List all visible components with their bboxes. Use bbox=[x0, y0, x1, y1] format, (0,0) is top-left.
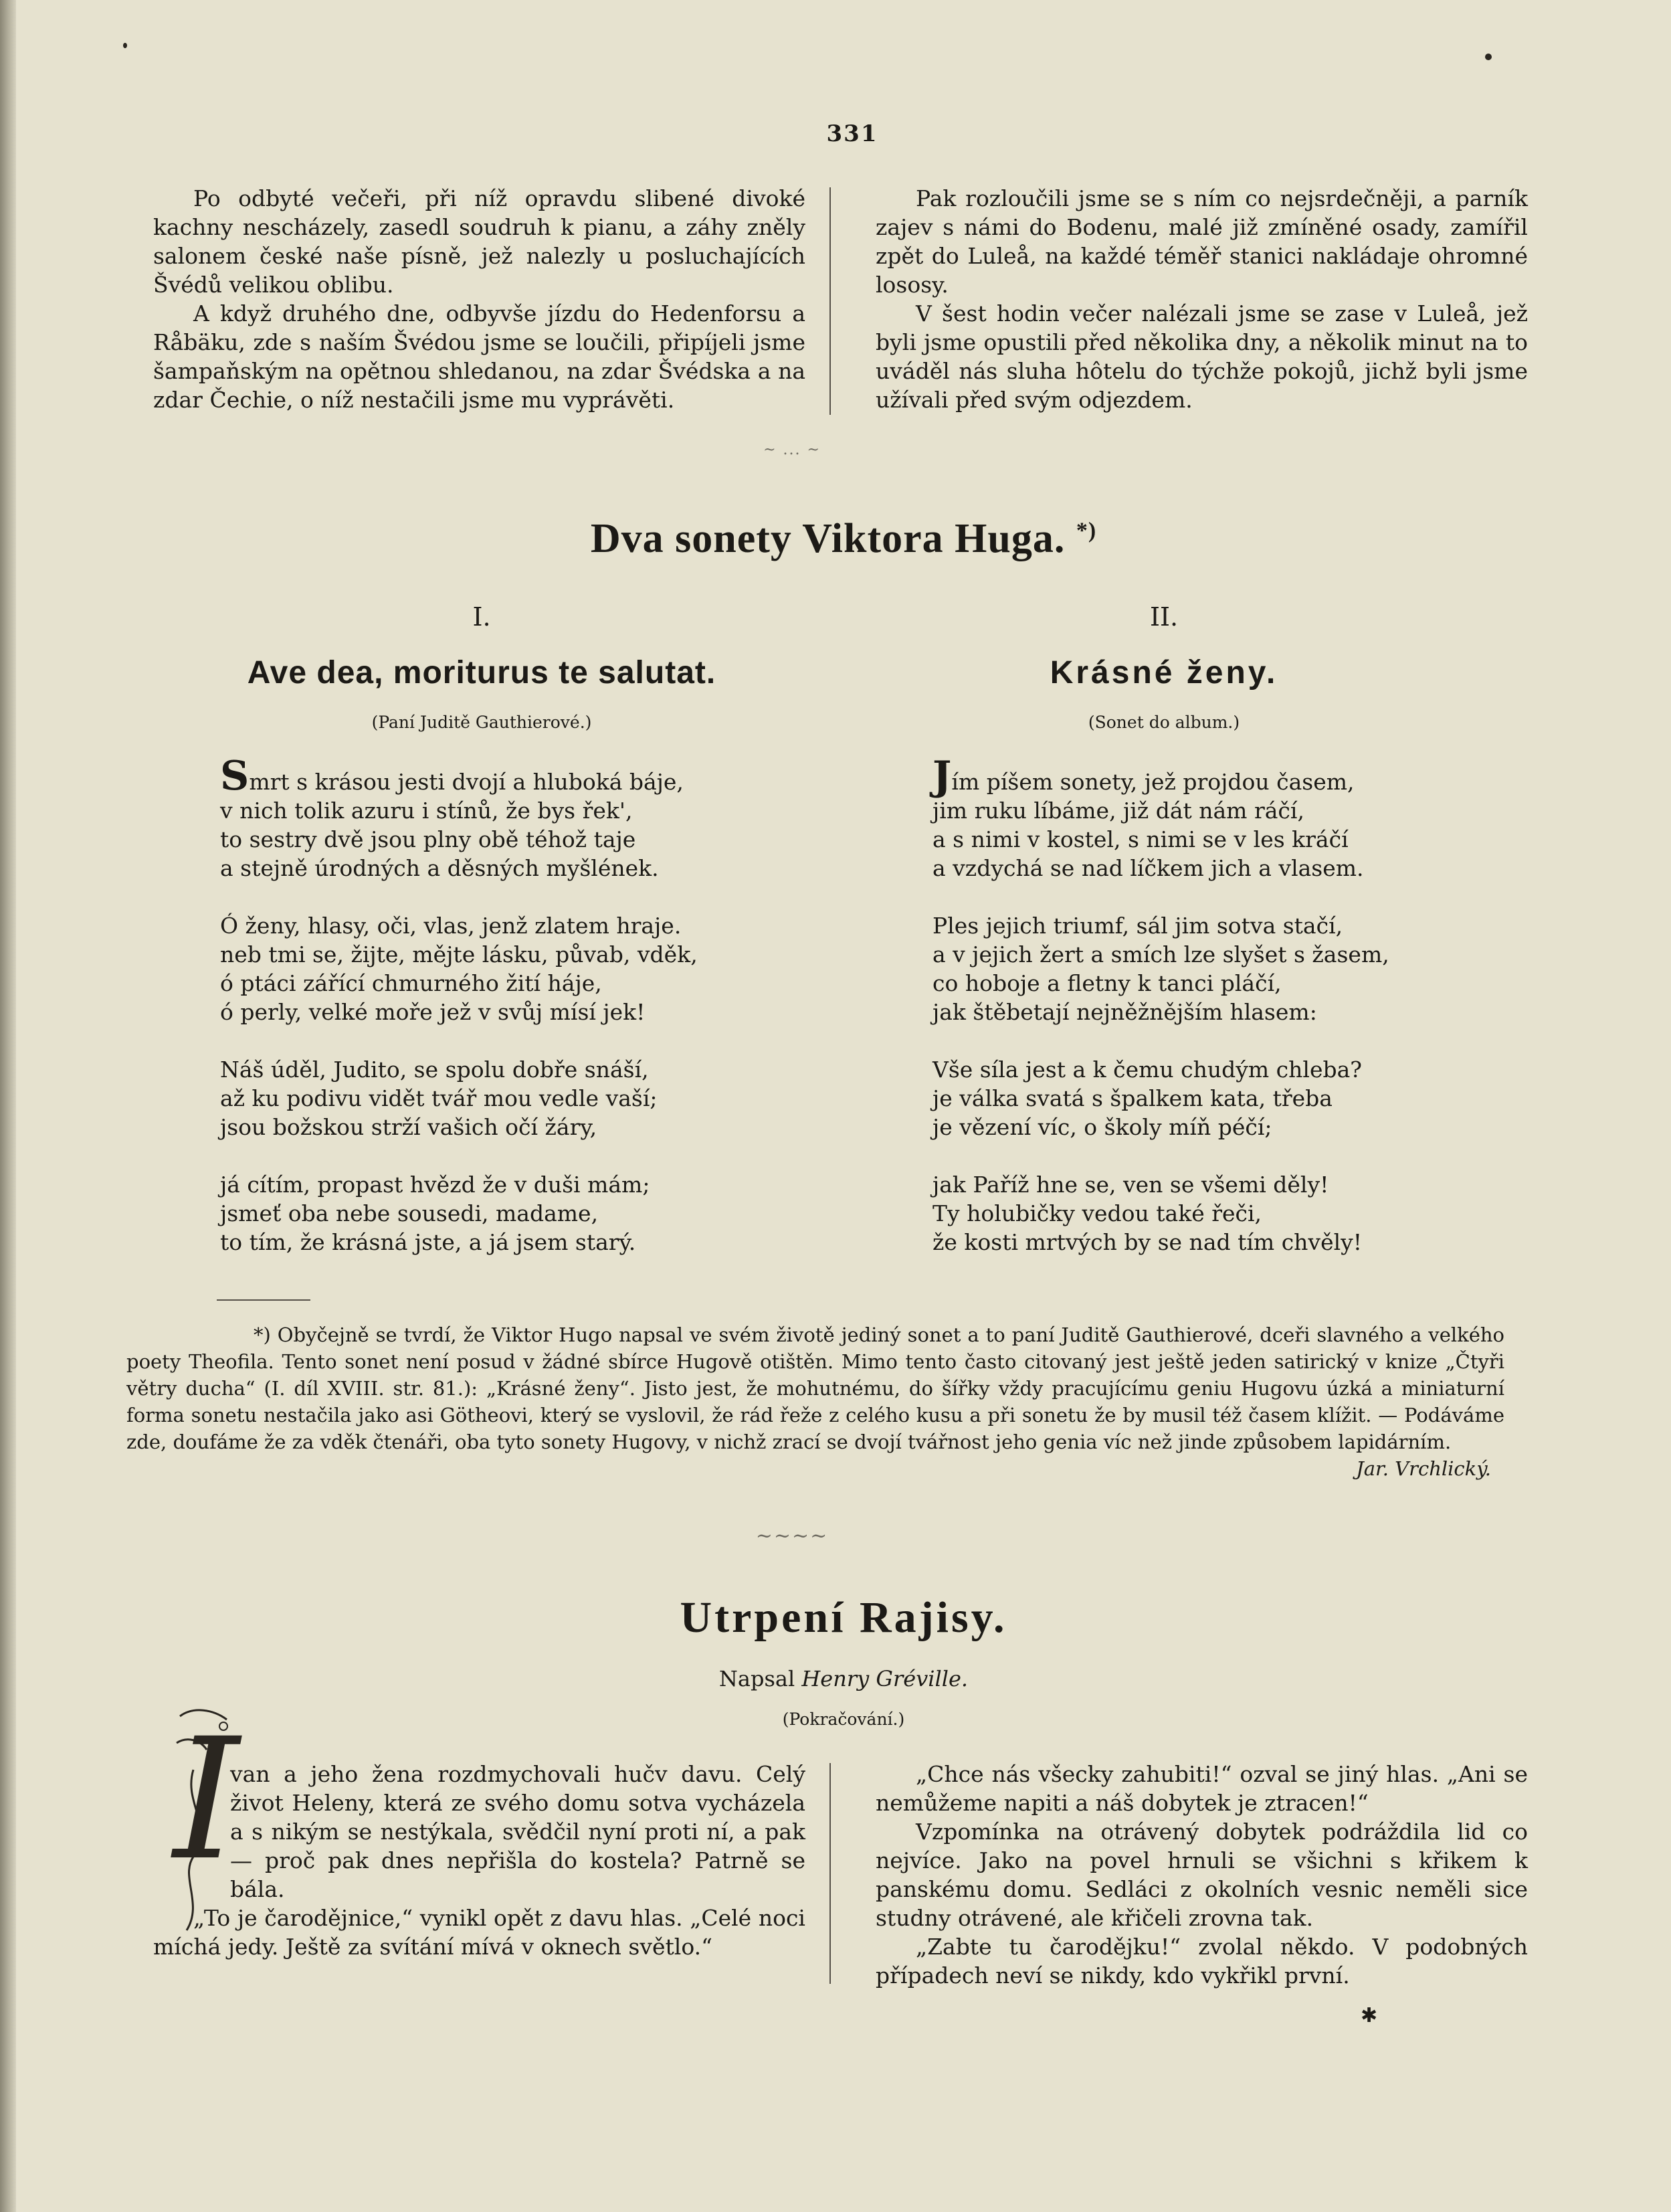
story-title: Utrpení Rajisy. bbox=[680, 1593, 1007, 1642]
story-left-column bbox=[230, 1760, 805, 1904]
verse-line: a s nimi v kostel, s nimi se v les kráčí bbox=[932, 826, 1349, 852]
ink-speck bbox=[123, 43, 127, 48]
verse-line: Náš úděl, Judito, se spolu dobře snáší, bbox=[220, 1056, 649, 1083]
end-mark: ✱ bbox=[1361, 2004, 1378, 2027]
stanza bbox=[932, 911, 1389, 1026]
sonnet-2-number: II. bbox=[1149, 602, 1179, 632]
verse-line: Ó ženy, hlasy, oči, vlas, jenž zlatem hraje. bbox=[220, 913, 682, 939]
page-number: 331 bbox=[826, 120, 878, 147]
verse-line: jak Paříž hne se, ven se všemi děly! bbox=[932, 1172, 1329, 1198]
verse-line: Smrt s krásou jesti dvojí a hluboká báje, bbox=[220, 753, 684, 800]
footnote bbox=[126, 1321, 1504, 1482]
book-page bbox=[16, 0, 1671, 2212]
paragraph: „Zabte tu čarodějku!“ zvolal někdo. V podobných případech neví se nikdy, kdo vykřikl první. bbox=[876, 1934, 1528, 1989]
stanza bbox=[220, 1055, 698, 1141]
column-divider bbox=[829, 187, 831, 415]
verse-line: a v jejich žert a smích lze slyšet s žasem, bbox=[932, 941, 1389, 967]
sonnet-2-poem bbox=[932, 753, 1389, 1285]
column-divider bbox=[829, 1763, 831, 1984]
paragraph: „Chce nás všecky zahubiti!“ ozval se jiný hlas. „Ani se nemůžeme napiti a náš dobytek je ztracen!“ bbox=[876, 1761, 1528, 1816]
verse-line: Jím píšem sonety, jež projdou časem, bbox=[932, 753, 1355, 800]
story-byline bbox=[16, 1666, 1671, 1691]
sonnet-1-poem bbox=[220, 753, 698, 1285]
stanza bbox=[932, 753, 1389, 883]
verse-line: jak štěbetají nejněžnějším hlasem: bbox=[932, 999, 1317, 1025]
section-end-ornament: ~~~~ bbox=[755, 1524, 829, 1548]
verse-line: co hoboje a fletny k tanci pláčí, bbox=[932, 970, 1282, 996]
ornamental-initial: S bbox=[220, 753, 250, 800]
verse-line: Ples jejich triumf, sál jim sotva stačí, bbox=[932, 913, 1343, 939]
footnote-signature: Jar. Vrchlický. bbox=[1356, 1457, 1491, 1480]
verse-line: je válka svatá s špalkem kata, třeba bbox=[932, 1085, 1333, 1111]
paragraph: „To je čarodějnice,“ vynikl opět z davu hlas. „Celé noci míchá jedy. Ještě za svítání mívá v oknech světlo.“ bbox=[153, 1905, 805, 1960]
ornamental-initial: J bbox=[932, 753, 952, 800]
verse-line: ó perly, velké moře jež v svůj mísí jek! bbox=[220, 999, 646, 1025]
paragraph: van a jeho žena rozdmychovali hučv davu. Celý život Heleny, která ze svého domu sotva vycházela a s nikým se nestýkala, svědčil nyní proti ní, a pak — proč pak dnes nepřišla do kostela? Patrně se bála. bbox=[230, 1761, 805, 1902]
sonnet-2-dedication: (Sonet do album.) bbox=[1088, 713, 1240, 732]
paragraph: Po odbyté večeři, při níž opravdu slibené divoké kachny nescházely, zasedl soudruh k pianu, a záhy zněly salonem české naše písně, jež nalezly u posluchajících Švédů velikou oblibu. bbox=[153, 185, 805, 298]
paragraph: Vzpomínka na otrávený dobytek podráždila lid co nejvíce. Jako na povel hrnuli se všichni s křikem k panskému domu. Sedláci z okolních vesnic neměli sice studny otrávené, ale křičeli zrovna tak. bbox=[876, 1819, 1528, 1931]
ink-speck bbox=[1485, 54, 1492, 60]
verse-line: Vše síla jest a k čemu chudým chleba? bbox=[932, 1056, 1362, 1083]
section-end-ornament: ~ ... ~ bbox=[763, 442, 821, 458]
verse-line: a stejně úrodných a děsných myšlének. bbox=[220, 855, 659, 881]
footnote-mark: *) bbox=[1076, 518, 1097, 543]
verse-line: já cítím, propast hvězd že v duši mám; bbox=[220, 1172, 650, 1198]
page-spine-shadow bbox=[0, 0, 16, 2212]
stanza bbox=[220, 911, 698, 1026]
sonnets-heading-text: Dva sonety Viktora Huga. bbox=[590, 516, 1066, 561]
stanza bbox=[932, 1170, 1389, 1257]
verse-line: je vězení víc, o školy míň péčí; bbox=[932, 1114, 1272, 1140]
continuation-note: (Pokračování.) bbox=[782, 1710, 905, 1729]
verse-line: jim ruku líbáme, již dát nám ráčí, bbox=[932, 798, 1304, 824]
dropcap-letter: I bbox=[173, 1702, 239, 1897]
stanza bbox=[220, 1170, 698, 1257]
stanza bbox=[220, 753, 698, 883]
verse-line: Ty holubičky vedou také řeči, bbox=[932, 1200, 1262, 1226]
travel-left-column bbox=[153, 184, 805, 414]
story-left-column-cont bbox=[153, 1904, 805, 1961]
verse-line: a vzdychá se nad líčkem jich a vlasem. bbox=[932, 855, 1364, 881]
sonnet-2-title: Krásné ženy. bbox=[1050, 655, 1278, 690]
paragraph: Pak rozloučili jsme se s ním co nejsrdečněji, a parník zajev s námi do Bodenu, malé již zmíněné osady, zamířil zpět do Luleå, na každé téměř stanici nakládaje ohromné lososy. bbox=[876, 185, 1528, 298]
byline-prefix: Napsal bbox=[718, 1666, 795, 1691]
verse-line: že kosti mrtvých by se nad tím chvěly! bbox=[932, 1229, 1363, 1255]
verse-line: neb tmi se, žijte, mějte lásku, půvab, vděk, bbox=[220, 941, 698, 967]
sonnet-1-dedication: (Paní Juditě Gauthierové.) bbox=[371, 713, 592, 732]
sonnets-heading bbox=[16, 515, 1671, 563]
stanza bbox=[932, 1055, 1389, 1141]
verse-line: to tím, že krásná jste, a já jsem starý. bbox=[220, 1229, 636, 1255]
story-right-column bbox=[876, 1760, 1528, 1990]
verse-line: ó ptáci zářící chmurného žití háje, bbox=[220, 970, 602, 996]
sonnet-1-title: Ave dea, moriturus te salutat. bbox=[247, 655, 716, 690]
verse-line: jsou božskou strží vašich očí žáry, bbox=[220, 1114, 597, 1140]
verse-line: až ku podivu vidět tvář mou vedle vaší; bbox=[220, 1085, 658, 1111]
verse-line: jsmeť oba nebe sousedi, madame, bbox=[220, 1200, 599, 1226]
author-name: Henry Gréville. bbox=[801, 1666, 969, 1691]
paragraph: A když druhého dne, odbyvše jízdu do Hedenforsu a Råbäku, zde s naším Švédou jsme se loučili, připíjeli jsme šampaňským na opětnou shledanou, na zdar Švédska a na zdar Čechie, o níž nestačili jsme mu vyprávěti. bbox=[153, 300, 805, 413]
sonnet-1-number: I. bbox=[472, 602, 491, 632]
verse-line: v nich tolik azuru i stínů, že bys řek', bbox=[220, 798, 633, 824]
footnote-text: *) Obyčejně se tvrdí, že Viktor Hugo napsal ve svém životě jediný sonet a to paní Juditě Gauthierové, dceři slavného a velkého poety Theofila. Tento sonet není posud v žádné sbírce Hugově otištěn. Mimo tento často citovaný jest ještě jeden satirický v knize „Čtyři větry ducha“ (I. díl XVIII. str. 81.): „Krásné ženy“. Jisto jest, že mohutnému, do šířky vždy pracujícímu geniu Hugovu úzká a miniaturní forma sonetu nestačila jako asi Götheovi, který se vyslovil, že rád řeže z celého kusu a při sonetu že by musil též časem klížit. — Podáváme zde, doufáme že za vděk čtenáři, oba tyto sonety Hugovy, v nichž zrací se dvojí tvářnost jeho genia víc než jinde způsobem lapidárním. Jar. Vrchlický. bbox=[126, 1321, 1504, 1455]
footnote-separator bbox=[217, 1299, 310, 1301]
travel-right-column bbox=[876, 184, 1528, 414]
paragraph: V šest hodin večer nalézali jsme se zase v Luleå, jež byli jsme opustili před několika dny, a několik minut na to uváděl nás sluha hôtelu do týchže pokojů, jichž byli jsme užívali před svým odjezdem. bbox=[876, 300, 1528, 413]
verse-line: to sestry dvě jsou plny obě téhož taje bbox=[220, 826, 636, 852]
